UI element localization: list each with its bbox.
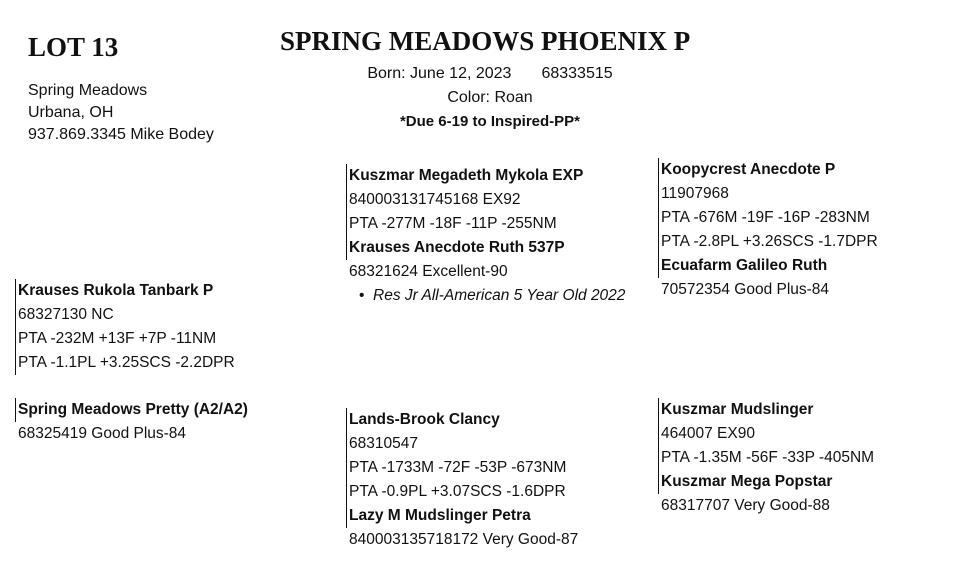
consignor-location: Urbana, OH	[28, 104, 114, 121]
sire-sire-pta: PTA -277M -18F -11P -255NM	[346, 212, 625, 236]
dam-dam-sire-pta: PTA -1.35M -56F -33P -405NM	[658, 446, 874, 470]
dam-sire-block	[349, 408, 578, 552]
dam-dam-reg: 840003135718172 Very Good-87	[349, 531, 579, 548]
sire-pta-production: PTA -232M +13F +7P -11NM	[15, 327, 235, 351]
third-gen-lower-block	[661, 398, 874, 518]
sire-dam-sire-pta-production: PTA -676M -19F -16P -283NM	[658, 206, 878, 230]
bullet-icon: •	[359, 287, 365, 304]
sire-dam-sire-pta-health: PTA -2.8PL +3.26SCS -1.7DPR	[658, 230, 878, 254]
dam-dam-dam-name: Kuszmar Mega Popstar	[658, 470, 874, 494]
sire-sire-block	[349, 164, 625, 308]
sire-dam-name: Krauses Anecdote Ruth 537P	[346, 236, 625, 260]
animal-birthdate: Born: June 12, 2023	[367, 65, 512, 82]
animal-born-line	[0, 65, 958, 83]
sire-pta-health: PTA -1.1PL +3.25SCS -2.2DPR	[15, 351, 235, 375]
sire-dam-honor	[349, 284, 625, 308]
dam-sire-pta-production: PTA -1733M -72F -53P -673NM	[346, 456, 578, 480]
sire-dam-dam-name: Ecuafarm Galileo Ruth	[658, 254, 878, 278]
sire-reg: 68327130 NC	[15, 303, 235, 327]
dam-reg: 68325419 Good Plus-84	[18, 425, 187, 442]
lot-number: LOT 13	[28, 32, 119, 62]
third-gen-upper-block	[661, 158, 878, 302]
dam-sire-pta-health: PTA -0.9PL +3.07SCS -1.6DPR	[346, 480, 578, 504]
animal-due-note: *Due 6-19 to Inspired-PP*	[399, 113, 581, 130]
dam-name: Spring Meadows Pretty (A2/A2)	[15, 398, 248, 422]
sire-block	[18, 279, 235, 375]
dam-dam-sire-reg: 464007 EX90	[658, 422, 874, 446]
sire-dam-honor-text: Res Jr All-American 5 Year Old 2022	[373, 287, 626, 304]
dam-dam-sire-name: Kuszmar Mudslinger	[658, 398, 874, 422]
animal-name: SPRING MEADOWS PHOENIX P	[280, 26, 691, 56]
sire-dam-sire-reg: 11907968	[658, 182, 878, 206]
dam-sire-name: Lands-Brook Clancy	[346, 408, 578, 432]
sire-sire-name: Kuszmar Megadeth Mykola EXP	[346, 164, 625, 188]
animal-color: Color: Roan	[447, 89, 533, 106]
animal-registration: 68333515	[541, 65, 613, 82]
consignor-farm: Spring Meadows	[28, 82, 148, 99]
dam-dam-dam-reg: 68317707 Very Good-88	[661, 497, 830, 514]
dam-block	[18, 398, 248, 446]
sire-name: Krauses Rukola Tanbark P	[15, 279, 235, 303]
sire-dam-sire-name: Koopycrest Anecdote P	[658, 158, 878, 182]
sire-dam-dam-reg: 70572354 Good Plus-84	[661, 281, 830, 298]
sire-dam-reg: 68321624 Excellent-90	[349, 263, 508, 280]
sire-sire-reg: 840003131745168 EX92	[346, 188, 625, 212]
dam-dam-name: Lazy M Mudslinger Petra	[346, 504, 578, 528]
consignor-contact: 937.869.3345 Mike Bodey	[28, 126, 214, 143]
dam-sire-reg: 68310547	[346, 432, 578, 456]
